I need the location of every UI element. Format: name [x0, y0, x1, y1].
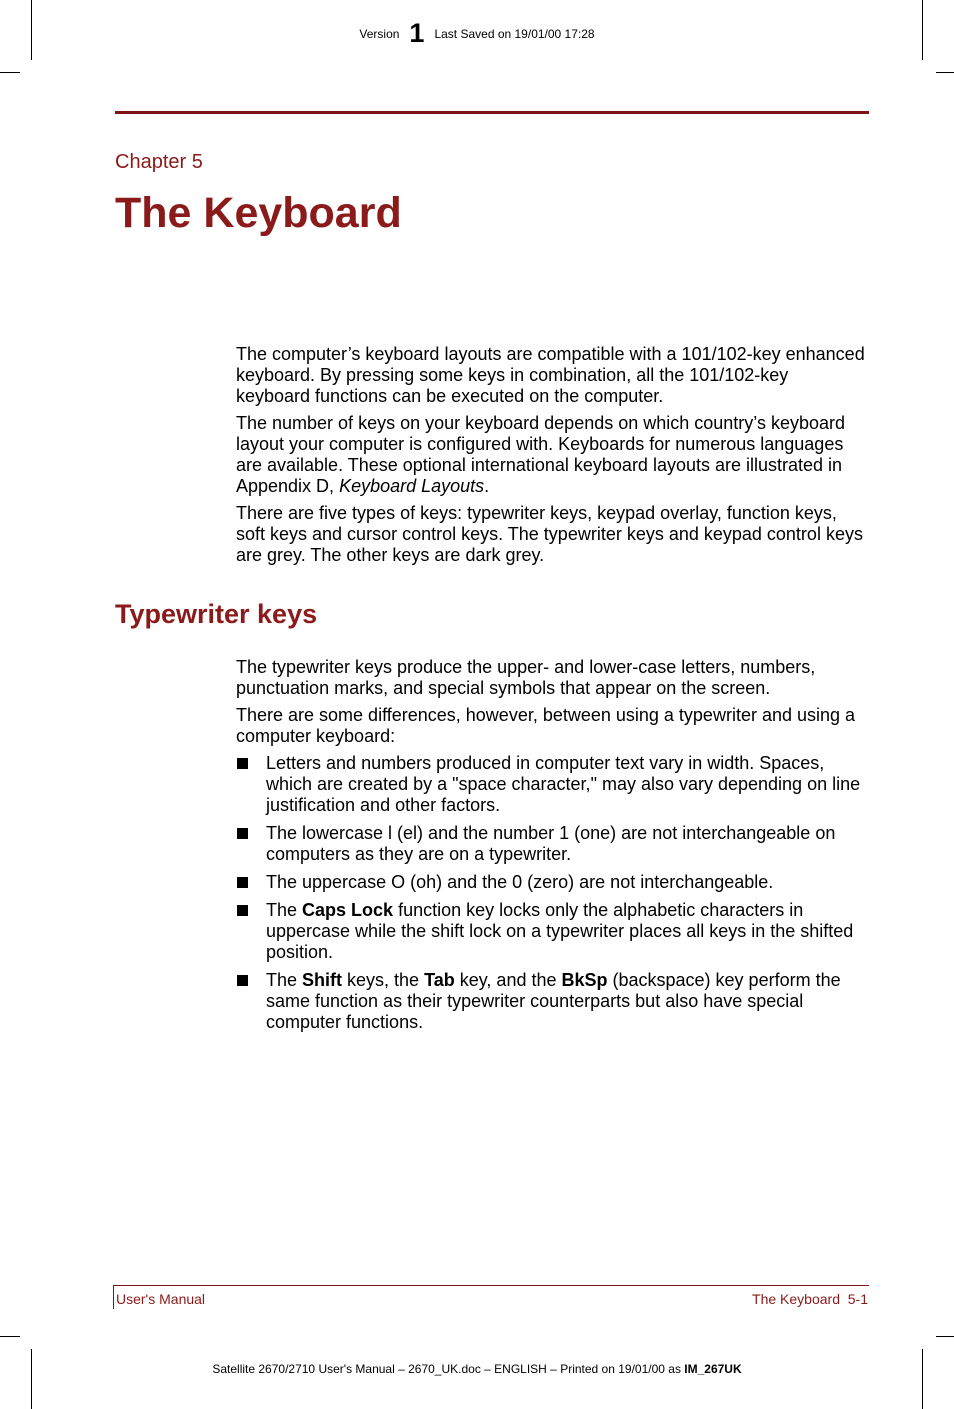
list-item: [236, 970, 866, 1033]
header-rule: [115, 111, 869, 114]
list-item: [236, 753, 866, 816]
version-label: Version: [359, 27, 400, 41]
bullet-square-icon: [237, 828, 248, 839]
version-header: [0, 18, 954, 49]
print-info-text: Satellite 2670/2710 User's Manual – 2670_UK.doc – ENGLISH – Printed on 19/01/00 as: [212, 1362, 685, 1376]
key-name: Shift: [302, 970, 343, 990]
list-item: [236, 823, 866, 865]
bullet-square-icon: [237, 905, 248, 916]
intro-paragraph-3: There are five types of keys: typewriter keys, keypad overlay, function keys, soft keys and cursor control keys. The typewriter keys and keypad control keys are grey. The other keys are dark grey.: [236, 503, 863, 565]
key-name: BkSp: [561, 970, 608, 990]
section-heading: Typewriter keys: [115, 599, 318, 629]
intro-paragraph-2: [236, 413, 866, 497]
list-item-text: The: [266, 970, 303, 990]
crop-mark: [922, 1349, 923, 1409]
list-item-text: key, and the: [454, 970, 562, 990]
list-item-text: The lowercase l (el) and the number 1 (one) are not interchangeable on computers as they are on a typewriter.: [266, 823, 836, 864]
crop-mark: [0, 1336, 20, 1337]
footer-rule-tick: [113, 1285, 114, 1309]
version-number: 1: [409, 18, 425, 48]
intro-paragraph-2-text: The number of keys on your keyboard depends on which country’s keyboard layout your computer is configured with. Keyboards for numerous languages are available. These optional international keyboard layouts are illustrated in Appendix D,: [236, 413, 846, 496]
crop-mark: [0, 72, 20, 73]
intro-block: [236, 344, 866, 572]
last-saved: Last Saved on 19/01/00 17:28: [434, 27, 595, 41]
key-name: Tab: [424, 970, 455, 990]
list-item-text: keys, the: [342, 970, 425, 990]
bullet-square-icon: [237, 877, 248, 888]
intro-paragraph-1: The computer’s keyboard layouts are compatible with a 101/102-key enhanced keyboard. By pressing some keys in combination, all the 101/102-key keyboard functions can be executed on the computer.: [236, 344, 865, 406]
footer-page-number: The Keyboard 5-1: [752, 1291, 868, 1307]
section-paragraph-1: The typewriter keys produce the upper- and lower-case letters, numbers, punctuation marks, and special symbols that appear on the screen.: [236, 657, 816, 698]
list-item-text: (backspace) key perform the same function as their typewriter counterparts but also have special computer functions.: [266, 970, 841, 1032]
bullet-square-icon: [237, 758, 248, 769]
crop-mark: [936, 1336, 954, 1337]
list-item-text: The: [266, 900, 303, 920]
bullet-list: [236, 753, 866, 1033]
list-item-text: function key locks only the alphabetic characters in uppercase while the shift lock on a typewriter places all keys in the shifted position.: [266, 900, 854, 962]
list-item: [236, 872, 866, 893]
section-block: [236, 657, 866, 1040]
bullet-square-icon: [237, 975, 248, 986]
chapter-label: Chapter 5: [115, 151, 203, 173]
print-info: [0, 1362, 954, 1376]
page-title: The Keyboard: [115, 189, 402, 237]
section-paragraph-2: There are some differences, however, between using a typewriter and using a computer keyboard:: [236, 705, 856, 746]
key-name: Caps Lock: [302, 900, 394, 920]
list-item-text: Letters and numbers produced in computer text vary in width. Spaces, which are created by a "space character," may also vary depending on line justification and other factors.: [266, 753, 861, 815]
appendix-link-text: Keyboard Layouts: [339, 476, 485, 496]
footer-rule: [113, 1285, 869, 1286]
list-item: [236, 900, 866, 963]
footer-manual-name: User's Manual: [116, 1291, 206, 1307]
crop-mark: [31, 1349, 32, 1409]
intro-paragraph-2-end: .: [484, 476, 490, 496]
crop-mark: [936, 72, 954, 73]
list-item-text: The uppercase O (oh) and the 0 (zero) are not interchangeable.: [266, 872, 774, 892]
document-id: IM_267UK: [684, 1362, 742, 1376]
